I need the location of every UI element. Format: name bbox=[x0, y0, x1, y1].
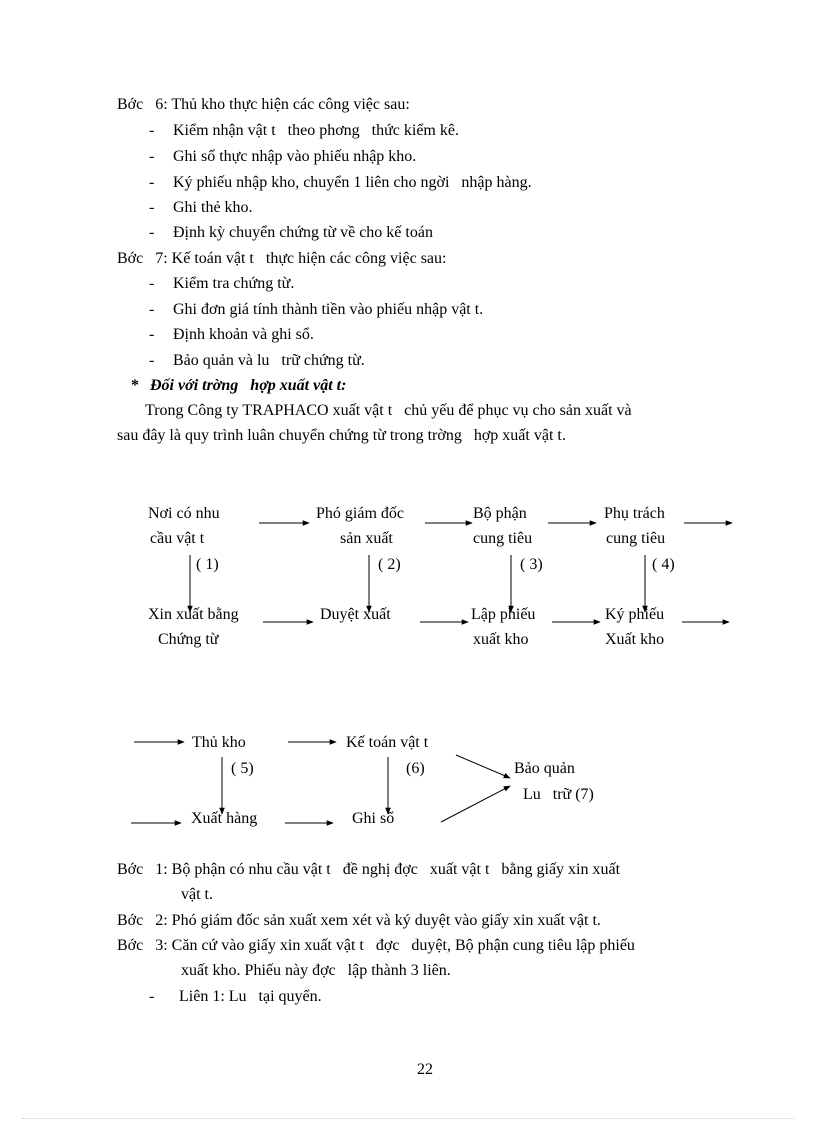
list-dash: - bbox=[149, 224, 155, 241]
flow1-bottom-node: Duyệt xuất bbox=[320, 606, 391, 623]
intro-line: Trong Công ty TRAPHACO xuất vật t chủ yếu để phục vụ cho sản xuất và bbox=[145, 402, 632, 419]
lien-item: Liên 1: Lu tại quyển. bbox=[179, 988, 322, 1005]
intro-line: sau đây là quy trình luân chuyển chứng từ trong trờng hợp xuất vật t. bbox=[117, 427, 566, 444]
flow1-bottom-node: Xin xuất bằng bbox=[148, 606, 239, 623]
flow1-top-node: Phụ trách bbox=[604, 505, 665, 522]
step7-item: Ghi đơn giá tính thành tiền vào phiếu nhập vật t. bbox=[173, 301, 484, 318]
step7-item: Định khoản và ghi sổ. bbox=[173, 326, 314, 343]
list-dash: - bbox=[149, 148, 155, 165]
flow1-top-node: Phó giám đốc bbox=[316, 505, 404, 522]
flow1-top-node: cung tiêu bbox=[606, 530, 666, 547]
list-dash: - bbox=[149, 301, 155, 318]
flow2-node-ke-toan: Kế toán vật t bbox=[346, 734, 429, 751]
flow1-top-node: Nơi có nhu bbox=[148, 505, 220, 522]
flow2-step-label: ( 5) bbox=[231, 760, 254, 777]
list-dash: - bbox=[149, 352, 155, 369]
step6-item: Định kỳ chuyển chứng từ về cho kế toán bbox=[173, 224, 433, 241]
flow1-bottom-node: Chứng từ bbox=[158, 631, 219, 648]
list-dash: - bbox=[149, 174, 155, 191]
list-dash: - bbox=[149, 199, 155, 216]
step7-item: Kiểm tra chứng từ. bbox=[173, 275, 295, 292]
section-bullet: * bbox=[131, 377, 139, 394]
step-paragraph: Bớc 1: Bộ phận có nhu cầu vật t đề nghị đợc xuất vật t bằng giấy xin xuất bbox=[117, 861, 621, 878]
step-paragraph: Bớc 2: Phó giám đốc sản xuất xem xét và ký duyệt vào giấy xin xuất vật t. bbox=[117, 912, 601, 929]
flow2-node-xuat-hang: Xuất hàng bbox=[191, 810, 258, 827]
flow1-bottom-node: Ký phiếu bbox=[605, 606, 665, 623]
flow1-bottom-node: Lập phiếu bbox=[471, 606, 536, 623]
step7-item: Bảo quản và lu trữ chứng từ. bbox=[173, 352, 365, 369]
list-dash: - bbox=[149, 122, 155, 139]
flow2-node-bao-quan: Bảo quản bbox=[514, 760, 575, 777]
list-dash: - bbox=[149, 275, 155, 292]
flow2-node-thu-kho: Thủ kho bbox=[192, 734, 246, 751]
page-number: 22 bbox=[417, 1061, 433, 1078]
flow2-step-label: (6) bbox=[406, 760, 425, 777]
page-bottom-rule bbox=[22, 1118, 794, 1119]
flow1-bottom-node: Xuất kho bbox=[605, 631, 665, 648]
flow1-step-label: ( 2) bbox=[378, 556, 401, 573]
step6-item: Kiểm nhận vật t theo phơng thức kiểm kê. bbox=[173, 122, 459, 139]
list-dash: - bbox=[149, 326, 155, 343]
step7-heading: Bớc 7: Kế toán vật t thực hiện các công việc sau: bbox=[117, 250, 447, 267]
flow1-step-label: ( 4) bbox=[652, 556, 675, 573]
step6-item: Ghi thẻ kho. bbox=[173, 199, 253, 216]
flow1-step-label: ( 3) bbox=[520, 556, 543, 573]
flow1-top-node: Bộ phận bbox=[473, 505, 527, 522]
step6-item: Ký phiếu nhập kho, chuyển 1 liên cho ngời nhập hàng. bbox=[173, 174, 532, 191]
step-paragraph: xuất kho. Phiếu này đợc lập thành 3 liên. bbox=[181, 962, 451, 979]
step-paragraph: vật t. bbox=[181, 886, 213, 903]
flow1-top-node: sản xuất bbox=[340, 530, 393, 547]
flow2-node-luu-tru: Lu trữ (7) bbox=[523, 786, 594, 803]
flow1-top-node: cầu vật t bbox=[150, 530, 205, 547]
flow2-node-ghi-so: Ghi sổ bbox=[352, 810, 395, 827]
flow1-bottom-node: xuất kho bbox=[473, 631, 529, 648]
step6-heading: Bớc 6: Thủ kho thực hiện các công việc sau: bbox=[117, 96, 410, 113]
step6-item: Ghi số thực nhập vào phiếu nhập kho. bbox=[173, 148, 417, 165]
flow1-top-node: cung tiêu bbox=[473, 530, 533, 547]
step-paragraph: Bớc 3: Căn cứ vào giấy xin xuất vật t đợc duyệt, Bộ phận cung tiêu lập phiếu bbox=[117, 937, 635, 954]
section-title: Đối với trờng hợp xuất vật t: bbox=[150, 377, 347, 394]
flow1-step-label: ( 1) bbox=[196, 556, 219, 573]
list-dash: - bbox=[149, 988, 155, 1005]
